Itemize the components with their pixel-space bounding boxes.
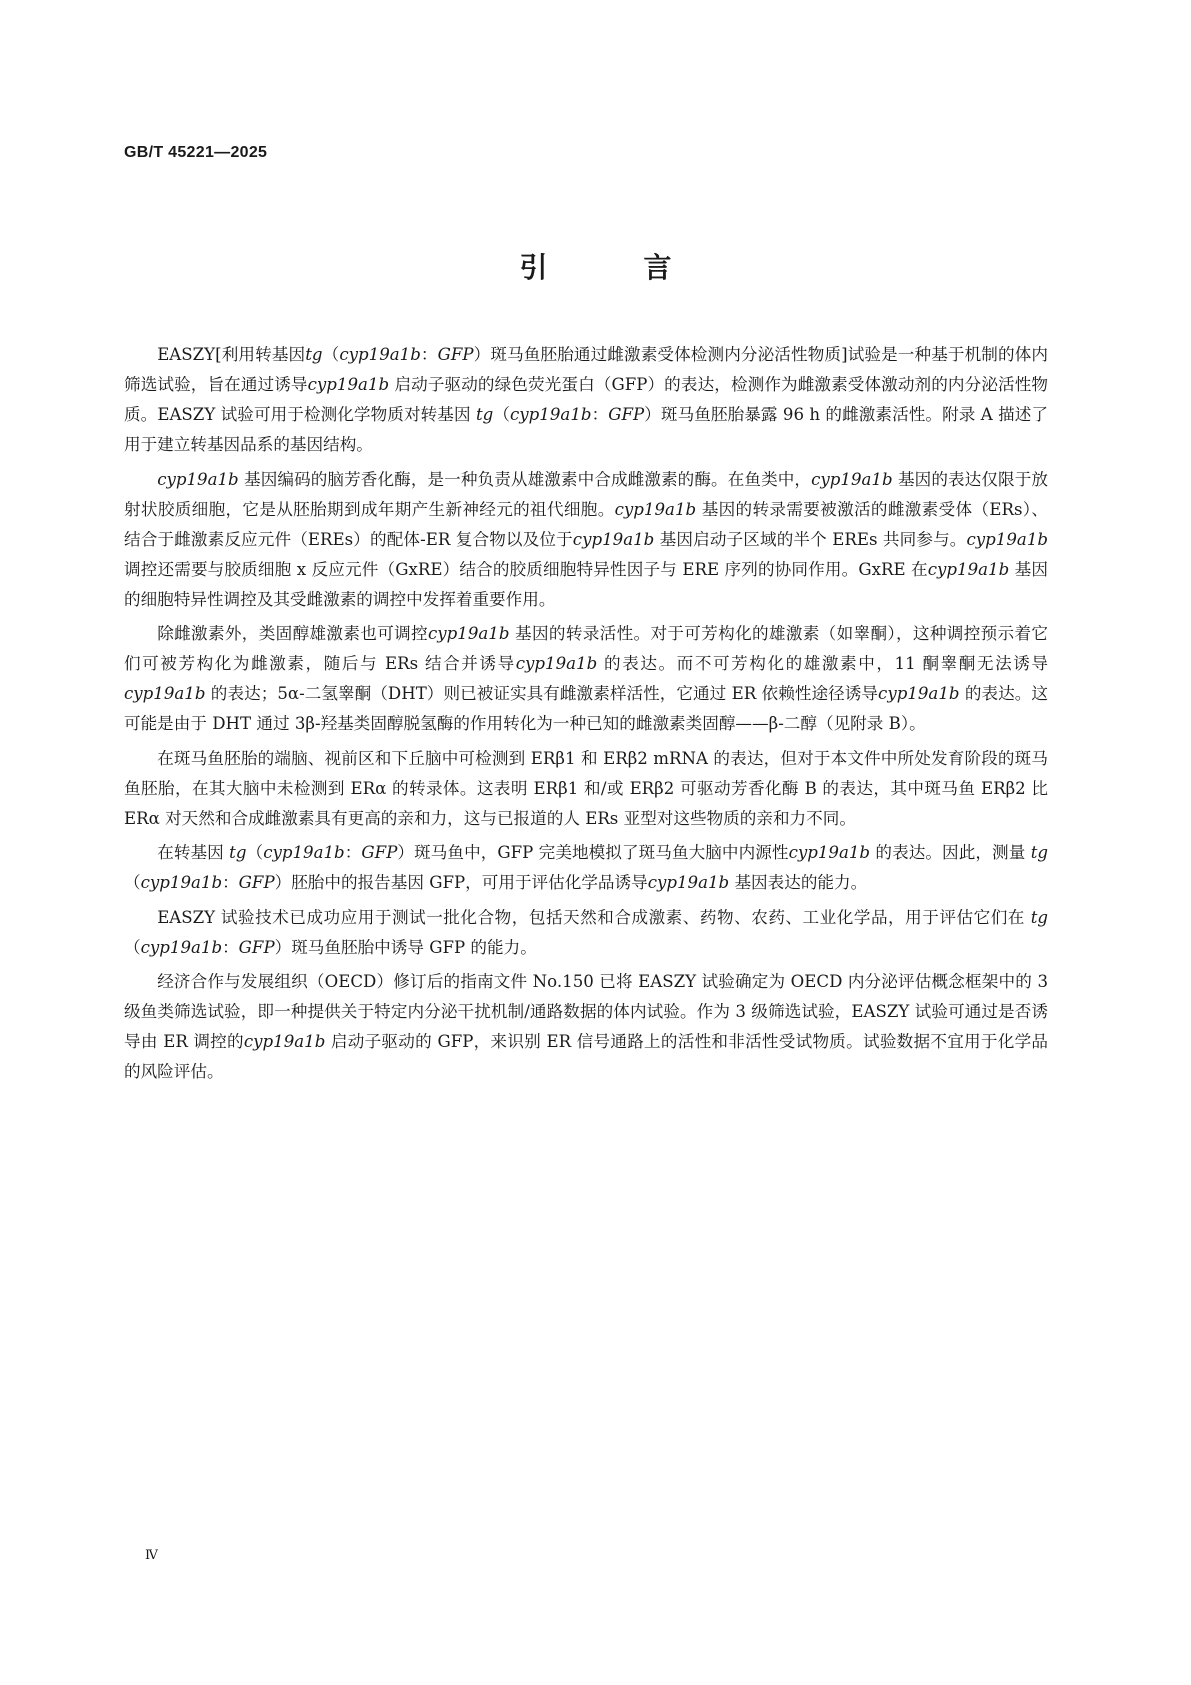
text-run: EASZY[利用转基因 xyxy=(157,345,306,364)
italic-term: cyp19a1b xyxy=(966,529,1048,549)
text-run: ）斑马鱼胚胎暴露 96 h 的雌激素活性。附录 A 描述了用于建立转基因品系的基因结构。 xyxy=(124,405,1049,454)
italic-term: tg xyxy=(229,843,247,862)
italic-term: cyp19a1b xyxy=(572,529,655,549)
paragraph xyxy=(124,619,1048,739)
paragraph xyxy=(124,967,1048,1087)
text-run: 基因编码的脑芳香化酶，是一种负责从雄激素中合成雌激素的酶。在鱼类中， xyxy=(238,469,812,489)
text-run: 除雌激素外，类固醇雄激素也可调控 xyxy=(157,624,428,643)
text-run: （ xyxy=(246,843,264,862)
italic-term: cyp19a1b xyxy=(614,499,697,519)
italic-term: GFP xyxy=(361,843,398,862)
text-run: （ xyxy=(493,405,511,424)
text-run: ）斑马鱼胚胎中诱导 GFP 的能力。 xyxy=(274,937,537,957)
text-run: ： xyxy=(591,405,609,424)
italic-term: cyp19a1b xyxy=(124,684,206,703)
italic-term: GFP xyxy=(437,345,474,364)
text-run: 在转基因 xyxy=(157,843,230,862)
text-run: ： xyxy=(420,345,438,364)
italic-term: GFP xyxy=(238,873,275,892)
text-run: 的表达。因此，测量 xyxy=(870,843,1031,862)
paragraph xyxy=(124,340,1048,460)
text-run: 基因的转录需要被激活的雌激素受体（ERs）、结合于雌激素反应元件（EREs）的配体-ER 复合物以及位于 xyxy=(124,499,1048,549)
italic-term: cyp19a1b xyxy=(515,654,598,673)
italic-term: cyp19a1b xyxy=(157,469,239,489)
text-run: ： xyxy=(344,843,362,862)
italic-term: cyp19a1b xyxy=(263,843,345,862)
italic-term: cyp19a1b xyxy=(140,873,223,892)
italic-term: cyp19a1b xyxy=(427,624,510,643)
text-run: 在斑马鱼胚胎的端脑、视前区和下丘脑中可检测到 ERβ1 和 ERβ2 mRNA 的表达，但对于本文件中所处发育阶段的斑马鱼胚胎，在其大脑中未检测到 ERα 的转录体。这表明 ERβ1 和/或 ERβ2 可驱动芳香化酶 B 的表达，其中斑马鱼 ERβ2 比 ERα 对天然和合成雌激素具有更高的亲和力，这与已报道的人 ERs 亚型对这些物质的亲和力不同。 xyxy=(124,748,1048,828)
text-run: 基因的转录活性。对于可芳构化的雄激素（如睾酮），这种调控预示着它们可被芳构化为雌激素，随后与 ERs 结合并诱导 xyxy=(124,624,1048,673)
italic-term: cyp19a1b xyxy=(788,843,871,862)
text-run: 的表达；5α-二氢睾酮（DHT）则已被证实具有雌激素样活性，它通过 ER 依赖性途径诱导 xyxy=(205,684,879,703)
text-run: ： xyxy=(222,873,239,892)
text-run: 启动子驱动的绿色荧光蛋白（GFP）的表达，检测作为雌激素受体激动剂的内分泌活性物质。EASZY 试验可用于检测化学物质对转基因 xyxy=(124,375,1048,424)
text-run: 的表达。而不可芳构化的雄激素中，11 酮睾酮无法诱导 xyxy=(597,654,1048,673)
italic-term: tg xyxy=(305,345,323,364)
text-run: ）胚胎中的报告基因 GFP，可用于评估化学品诱导 xyxy=(274,873,648,892)
page-number: Ⅳ xyxy=(145,1548,158,1563)
text-run: ）斑马鱼中，GFP 完美地模拟了斑马鱼大脑中内源性 xyxy=(397,843,789,862)
text-run: ）斑马鱼胚胎通过雌激素受体检测内分泌活性物质]试验是一种基于机制的体内筛选试验，旨在通过诱导 xyxy=(124,345,1048,394)
text-run: 调控还需要与胶质细胞 x 反应元件（GxRE）结合的胶质细胞特异性因子与 ERE 序列的协同作用。GxRE 在 xyxy=(124,559,928,579)
italic-term: tg xyxy=(1030,843,1048,862)
text-run: （ xyxy=(124,873,141,892)
italic-term: tg xyxy=(475,405,494,424)
text-run: EASZY 试验技术已成功应用于测试一批化合物，包括天然和合成激素、药物、农药、工业化学品，用于评估它们在 xyxy=(157,907,1031,927)
text-run: 基因启动子区域的半个 EREs 共同参与。 xyxy=(654,529,967,549)
text-run: ： xyxy=(222,937,239,957)
text-run: 基因的细胞特异性调控及其受雌激素的调控中发挥着重要作用。 xyxy=(124,559,1048,609)
italic-term: GFP xyxy=(608,405,645,424)
italic-term: cyp19a1b xyxy=(140,937,223,957)
italic-term: cyp19a1b xyxy=(647,873,730,892)
paragraph xyxy=(124,744,1048,834)
text-run: （ xyxy=(124,937,141,957)
text-run: 的表达。这可能是由于 DHT 通过 3β-羟基类固醇脱氢酶的作用转化为一种已知的雌激素类固醇——β-二醇（见附录 B）。 xyxy=(124,684,1048,733)
italic-term: cyp19a1b xyxy=(243,1032,326,1051)
paragraph xyxy=(124,903,1048,963)
text-run: 启动子驱动的 GFP，来识别 ER 信号通路上的活性和非活性受试物质。试验数据不宜用于化学品的风险评估。 xyxy=(124,1032,1049,1081)
italic-term: GFP xyxy=(238,937,275,957)
page-title: 引 言 xyxy=(519,251,706,284)
italic-term: cyp19a1b xyxy=(878,684,960,703)
paragraph xyxy=(124,838,1048,898)
text-run: （ xyxy=(322,345,340,364)
paragraph xyxy=(124,465,1048,615)
italic-term: cyp19a1b xyxy=(339,345,421,364)
standard-code: GB/T 45221—2025 xyxy=(124,144,268,161)
italic-term: tg xyxy=(1030,907,1048,927)
introduction-body xyxy=(124,340,1048,1087)
italic-term: cyp19a1b xyxy=(307,375,390,394)
italic-term: cyp19a1b xyxy=(510,405,592,424)
text-run: 基因表达的能力。 xyxy=(729,873,868,892)
text-run: 基因的表达仅限于放射状胶质细胞，它是从胚胎期到成年期产生新神经元的祖代细胞。 xyxy=(124,469,1048,519)
italic-term: cyp19a1b xyxy=(927,559,1010,579)
italic-term: cyp19a1b xyxy=(811,469,893,489)
text-run: 经济合作与发展组织（OECD）修订后的指南文件 No.150 已将 EASZY 试验确定为 OECD 内分泌评估概念框架中的 3 级鱼类筛选试验，即一种提供关于特定内分泌干扰机制/通路数据的体内试验。作为 3 级筛选试验，EASZY 试验可通过是否诱导由 ER 调控的 xyxy=(124,972,1048,1051)
